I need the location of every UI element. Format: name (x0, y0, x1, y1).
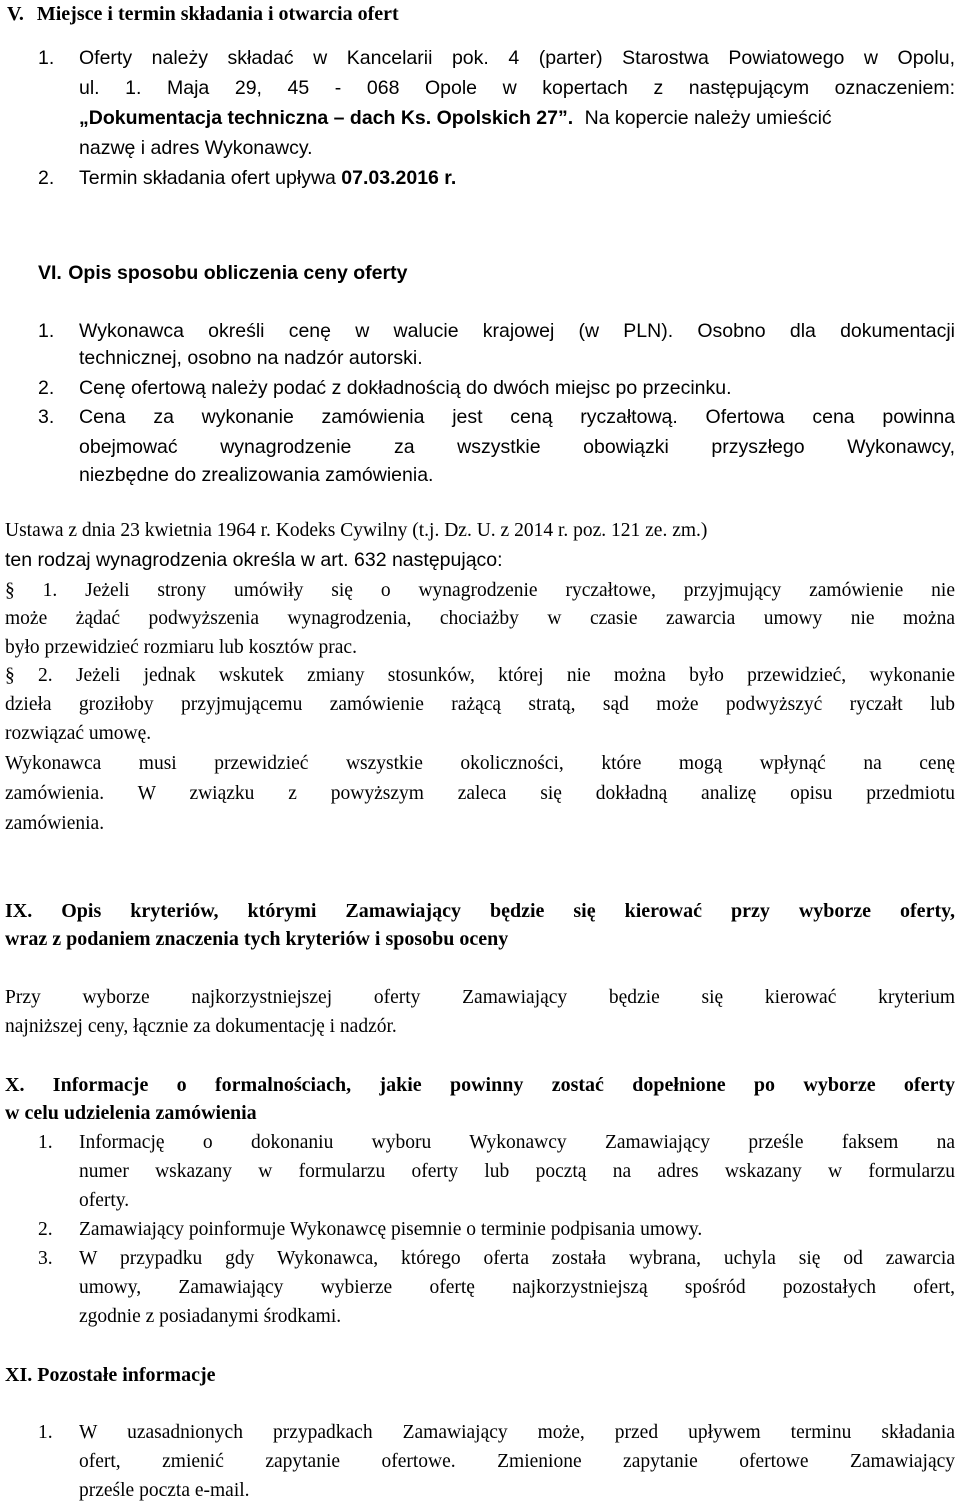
marking-instruction: Na kopercie należy umieścić (584, 107, 832, 129)
section-x-number: X. (5, 1074, 25, 1096)
section-x-heading-line-2: w celu udzielenia zamówienia (5, 1102, 257, 1124)
section-vi-item-2-line: Cenę ofertową należy podać z dokładnością do dwóch miejsc po przecinku. (79, 377, 732, 399)
section-x-item-3-line-3: zgodnie z posiadanymi środkami. (79, 1306, 342, 1327)
section-vi-item-3-number: 3. (38, 406, 55, 428)
section-ix-heading-line-2: wraz z podaniem znaczenia tych kryteriów i sposobu oceny (5, 928, 509, 950)
marking-text: „Dokumentacja techniczna – dach Ks. Opolskich 27”. (79, 107, 574, 129)
section-xi-number: XI. (5, 1364, 33, 1386)
section-xi-item-1-number: 1. (38, 1422, 53, 1443)
section-xi-title: Pozostałe informacje (37, 1364, 216, 1386)
section-xi-item-1-line-3: prześle poczta e-mail. (79, 1480, 250, 1501)
section-v-item-1-line-2: ul. 1. Maja 29, 45 - 068 Opole w kopertach z następującym oznaczeniem: (79, 77, 955, 99)
section-v-title: Miejsce i termin składania i otwarcia ofert (36, 3, 399, 25)
section-ix-heading-line-1 (5, 898, 955, 924)
paragraph-1-text: Jeżeli strony umówiły się o wynagrodzenie ryczałtowe, przyjmujący zamówienie nie (85, 580, 956, 601)
section-vi-item-1-line-2: technicznej, osobno na nadzór autorski. (79, 347, 423, 369)
section-x-heading-line-1 (5, 1072, 955, 1098)
section-ix-text-line-1: Przy wyborze najkorzystniejszej oferty Zamawiający będzie się kierować kryterium (5, 987, 955, 1008)
paragraph-2-marker: § 2. (5, 665, 53, 686)
contractor-note-line-1: Wykonawca musi przewidzieć wszystkie okoliczności, które mogą wpłynąć na cenę (5, 753, 955, 774)
price-scope-statement: Ofertowa cena powinna (705, 406, 956, 428)
section-vi-item-1-line-1 (79, 318, 955, 344)
section-vi-item-3-line-3: niezbędne do zrealizowania zamówienia. (79, 464, 434, 486)
section-vi-item-1-number: 1. (38, 320, 55, 342)
section-vi-number: VI. (38, 262, 62, 284)
paragraph-1-line-3: było przewidzieć rozmiaru lub kosztów prac. (5, 637, 357, 658)
section-ix-title-1: Opis kryteriów, którymi Zamawiający będzie się kierować przy wyborze oferty, (61, 900, 955, 922)
section-vi-item-3-line-2: obejmować wynagrodzenie za wszystkie obowiązki przyszłego Wykonawcy, (79, 436, 955, 458)
section-vi-item-3-line-1 (79, 404, 955, 430)
currency-statement: Wykonawca określi cenę w walucie krajowej (w PLN). (79, 320, 674, 342)
section-x-item-3-number: 3. (38, 1248, 53, 1269)
paragraph-1-line-1 (5, 578, 955, 604)
section-v-item-1-line-3 (79, 105, 832, 131)
section-x-title-1: Informacje o formalnościach, jakie powinny zostać dopełnione po wyborze oferty (52, 1074, 955, 1096)
section-x-item-1-line-2: numer wskazany w formularzu oferty lub pocztą na adres wskazany w formularzu (79, 1161, 955, 1182)
paragraph-1-marker: § 1. (5, 580, 58, 601)
civil-code-line-2: ten rodzaj wynagrodzenia określa w art. 632 następująco: (5, 549, 503, 571)
section-v-item-2-line (79, 165, 456, 191)
lump-sum-statement: Cena za wykonanie zamówienia jest ceną ryczałtową. (79, 406, 678, 428)
section-xi-heading (5, 1362, 216, 1388)
section-vi-heading (38, 260, 407, 286)
paragraph-1-line-2: może żądać podwyższenia wynagrodzenia, chociażby w czasie zawarcia umowy nie można (5, 608, 955, 629)
section-xi-item-1-line-2: ofert, zmienić zapytanie ofertowe. Zmienione zapytanie ofertowe Zamawiający (79, 1451, 955, 1472)
section-x-item-3-line-2: umowy, Zamawiający wybierze ofertę najkorzystniejszą spośród pozostałych ofert, (79, 1277, 955, 1298)
section-x-item-1-number: 1. (38, 1132, 53, 1153)
section-vi-item-2-number: 2. (38, 377, 55, 399)
section-x-item-2-number: 2. (38, 1219, 53, 1240)
separate-pricing-statement: Osobno dla dokumentacji (697, 320, 955, 342)
section-x-item-1-line-3: oferty. (79, 1190, 130, 1211)
section-x-item-2-line: Zamawiający poinformuje Wykonawcę pisemnie o terminie podpisania umowy. (79, 1219, 703, 1240)
paragraph-2-line-2: dzieła groziłoby przyjmującemu zamówienie rażącą stratą, sąd może podwyższyć ryczałt lub (5, 694, 955, 715)
section-v-item-1-line-1: Oferty należy składać w Kancelarii pok. 4 (parter) Starostwa Powiatowego w Opolu, (79, 47, 955, 69)
section-ix-number: IX. (5, 900, 33, 922)
section-x-item-1-line-1: Informację o dokonaniu wyboru Wykonawcy Zamawiający prześle faksem na (79, 1132, 955, 1153)
section-v-item-1-number: 1. (38, 47, 55, 69)
section-x-item-3-line-1: W przypadku gdy Wykonawca, którego oferta została wybrana, uchyla się od zawarcia (79, 1248, 955, 1269)
section-v-item-1-line-4: nazwę i adres Wykonawcy. (79, 137, 313, 159)
paragraph-2-line-3: rozwiązać umowę. (5, 723, 152, 744)
section-v-item-2-number: 2. (38, 167, 55, 189)
section-vi-title: Opis sposobu obliczenia ceny oferty (68, 262, 408, 284)
deadline-date: 07.03.2016 r. (341, 167, 457, 189)
paragraph-2-text: Jeżeli jednak wskutek zmiany stosunków, której nie można było przewidzieć, wykonanie (75, 665, 956, 686)
contractor-note-line-3: zamówienia. (5, 813, 105, 834)
paragraph-2-line-1 (5, 663, 955, 689)
section-xi-item-1-line-1: W uzasadnionych przypadkach Zamawiający może, przed upływem terminu składania (79, 1422, 955, 1443)
section-v-number: V. (7, 3, 24, 25)
section-v-heading (7, 1, 399, 27)
contractor-note-line-2: zamówienia. W związku z powyższym zaleca się dokładną analizę opisu przedmiotu (5, 783, 955, 804)
civil-code-line-1: Ustawa z dnia 23 kwietnia 1964 r. Kodeks Cywilny (t.j. Dz. U. z 2014 r. poz. 121 ze. zm.) (5, 520, 708, 541)
deadline-label: Termin składania ofert upływa (79, 167, 336, 189)
section-ix-text-line-2: najniższej ceny, łącznie za dokumentację i nadzór. (5, 1016, 397, 1037)
